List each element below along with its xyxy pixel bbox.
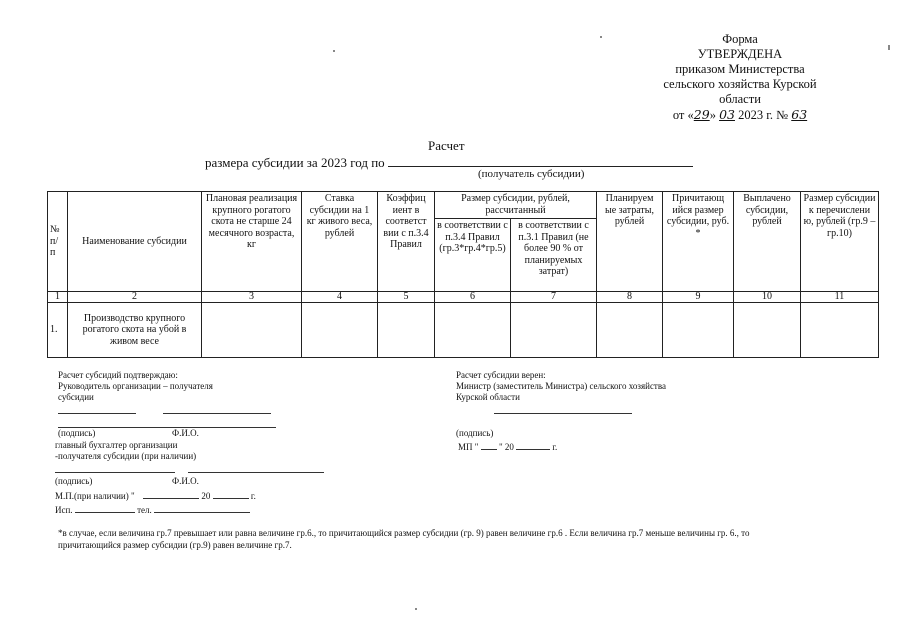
approval-date-line (640, 107, 840, 123)
col-number: 2 (68, 292, 202, 303)
col-number: 11 (801, 292, 879, 303)
col-number: 7 (511, 292, 597, 303)
tel-label: тел. (137, 505, 152, 515)
col-number: 6 (435, 292, 511, 303)
head-signature-lines (58, 404, 271, 417)
fio-blank (163, 404, 271, 414)
scan-speck (600, 36, 602, 38)
mp-left-label: М.П.(при наличии) " (55, 491, 135, 501)
minister-sign-caption: (подпись) (456, 428, 494, 438)
mp-right-day-blank (481, 440, 497, 450)
subtitle-text: размера субсидии за 2023 год по (205, 155, 385, 170)
isp-label: Исп. (55, 505, 73, 515)
accountant-line2: -получателя субсидии (при наличии) (55, 451, 197, 461)
approval-approved-label: УТВЕРЖДЕНА (697, 47, 783, 61)
row-cell (435, 303, 511, 358)
row-cell (734, 303, 801, 358)
signature-blank (55, 463, 175, 473)
mp-left-year: 20 (201, 491, 211, 501)
accountant-line1: главный бухгалтер организации (55, 440, 178, 450)
col-number: 8 (597, 292, 663, 303)
header-planned-costs: Планируем ые затраты, рублей (597, 192, 663, 292)
approval-block (640, 32, 840, 123)
table-row (48, 303, 879, 358)
approval-region-line: области (719, 92, 761, 106)
footnote: *в случае, если величина гр.7 превышает или равна величине гр.6., то причитающийся размер субсидии (гр. 9) равен величине гр.6 . Если величина гр.7 меньше величины гр. 6., то причитающийся размер субсидии (гр.9) равен величине гр.7. (58, 528, 750, 550)
minister-signature-blank (494, 404, 632, 414)
header-size: Размер субсидии, рублей, рассчитанный (435, 192, 597, 219)
row-cell (302, 303, 378, 358)
document-title: Расчет (428, 138, 465, 153)
header-plan: Плановая реализация крупного рогатого скота не старше 24 месячного возраста, кг (202, 192, 302, 292)
row-cell (801, 303, 879, 358)
col-number: 3 (202, 292, 302, 303)
col-number: 10 (734, 292, 801, 303)
scan-speck (415, 608, 417, 610)
accountant-fio-caption: Ф.И.О. (172, 476, 199, 486)
isp-line (55, 503, 250, 516)
mp-left-day-blank (143, 489, 199, 499)
date-day: 29 (693, 107, 710, 122)
confirm-label: Расчет субсидий подтверждаю: (58, 370, 178, 380)
col-number: 4 (302, 292, 378, 303)
isp-blank (75, 503, 135, 513)
row-cell (663, 303, 734, 358)
fio-blank (188, 463, 324, 473)
date-prefix: от « (672, 108, 694, 122)
approval-order-line: приказом Министерства (675, 62, 805, 76)
document-subtitle (205, 155, 693, 171)
verified-label: Расчет субсидии верен: (456, 370, 546, 380)
head-sign-caption: (подпись) (58, 428, 96, 438)
header-num: № п/ п (48, 192, 68, 292)
row-cell (511, 303, 597, 358)
date-month: 03 (719, 107, 735, 122)
tel-blank (154, 503, 250, 513)
mp-left-year-blank (213, 489, 249, 499)
col-number: 1 (48, 292, 68, 303)
header-coefficient: Коэффиц иент в соответст вии с п.3.4 Правил (378, 192, 435, 292)
header-size-b: в соответствии с п.3.1 Правил (не более 90 % от планируемых затрат) (511, 219, 597, 292)
accountant-sign-caption: (подпись) (55, 476, 93, 486)
row-cell (202, 303, 302, 358)
mp-left-line (55, 489, 256, 502)
row-cell (378, 303, 435, 358)
col-number: 9 (663, 292, 734, 303)
signature-blank (58, 404, 136, 414)
mp-left-g: г. (250, 491, 256, 501)
header-size-a: в соответствии с п.3.4 Правил (гр.3*гр.4*гр.5) (435, 219, 511, 292)
mp-right-year-blank (516, 440, 550, 450)
mp-right-line (458, 440, 557, 453)
scan-speck (333, 50, 335, 52)
approval-form-label: Форма (722, 32, 758, 46)
mp-right-label: МП " (458, 442, 479, 452)
header-due: Причитающ ийся размер субсидии, руб. * (663, 192, 734, 292)
header-paid: Выплачено субсидии, рублей (734, 192, 801, 292)
header-name: Наименование субсидии (68, 192, 202, 292)
signature-underline (58, 418, 276, 428)
mp-right-g: г. (552, 442, 558, 452)
minister-title: Министр (заместитель Министра) сельского хозяйства (456, 381, 666, 391)
head-title-line2: субсидии (58, 392, 94, 402)
accountant-signature-lines (55, 463, 324, 476)
mp-right-mid: " 20 (498, 442, 514, 452)
subsidy-table (47, 191, 879, 358)
recipient-caption: (получатель субсидии) (478, 168, 585, 180)
order-number: 63 (791, 107, 808, 122)
head-fio-caption: Ф.И.О. (172, 428, 199, 438)
scan-speck (888, 45, 890, 50)
row-name: Производство крупного рогатого скота на убой в живом весе (68, 303, 202, 358)
row-cell (597, 303, 663, 358)
head-title-line1: Руководитель организации – получателя (58, 381, 213, 391)
recipient-blank (388, 155, 693, 167)
header-rate: Ставка субсидии на 1 кг живого веса, рублей (302, 192, 378, 292)
header-transfer: Размер субсидии к перечислени ю, рублей (гр.9 – гр.10) (801, 192, 879, 292)
col-number: 5 (378, 292, 435, 303)
row-num: 1. (48, 303, 68, 358)
minister-region: Курской области (456, 392, 520, 402)
table-column-numbers (48, 292, 879, 303)
date-mid: » (709, 108, 720, 122)
table-header-row (48, 192, 879, 219)
date-year: 2023 г. № (734, 108, 792, 122)
approval-ministry-line: сельского хозяйства Курской (663, 77, 817, 91)
